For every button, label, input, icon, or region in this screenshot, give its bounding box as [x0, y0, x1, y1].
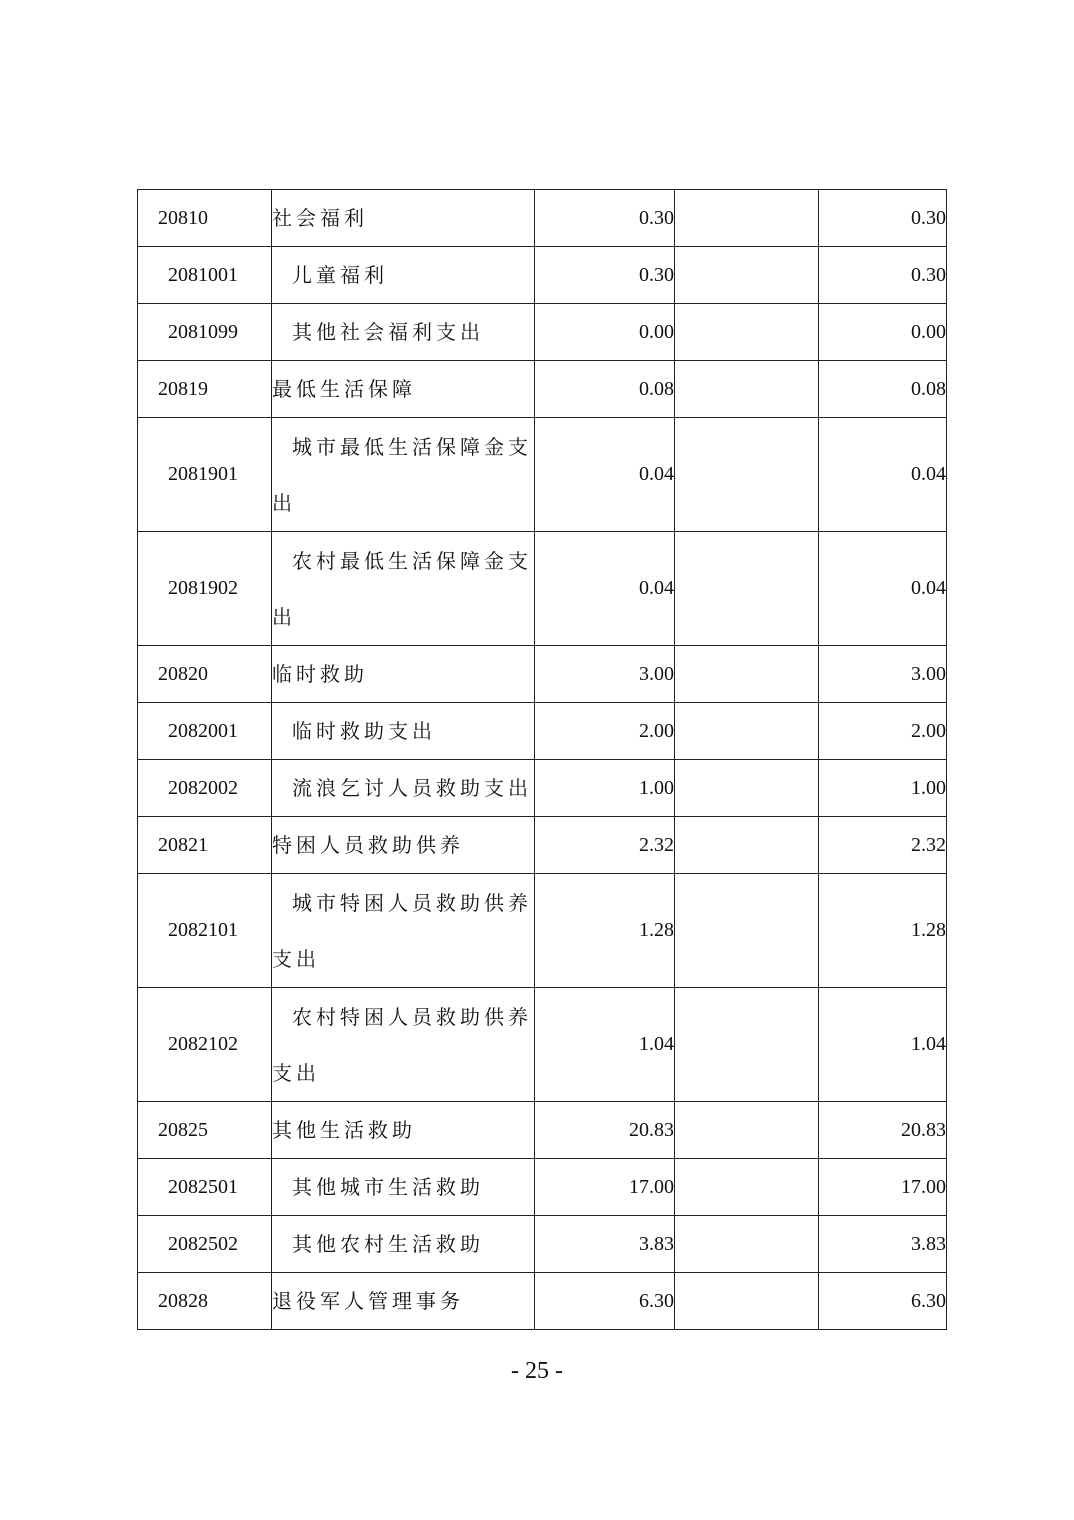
amount-cell-2	[675, 817, 819, 874]
amount-cell-3: 6.30	[819, 1273, 947, 1330]
table-row	[138, 817, 947, 874]
account-name-cell	[272, 1273, 535, 1330]
account-name-text: 临时救助支出	[292, 719, 436, 743]
account-name-text: 城市最低生活保障金支出	[272, 434, 532, 515]
account-name-text: 农村特困人员救助供养支出	[272, 1004, 532, 1085]
account-code-cell: 20820	[138, 646, 272, 703]
amount-cell-1: 3.00	[535, 646, 675, 703]
amount-cell-1: 0.30	[535, 190, 675, 247]
account-name-text: 农村最低生活保障金支出	[272, 548, 532, 629]
table-row	[138, 361, 947, 418]
account-name-text: 社会福利	[272, 206, 368, 230]
account-name-text: 特困人员救助供养	[272, 833, 464, 857]
amount-cell-1: 1.28	[535, 874, 675, 988]
amount-cell-3: 0.30	[819, 247, 947, 304]
amount-cell-2	[675, 304, 819, 361]
account-code-cell: 2082102	[138, 988, 272, 1102]
amount-cell-3: 1.00	[819, 760, 947, 817]
amount-cell-1: 0.30	[535, 247, 675, 304]
account-code-cell: 20828	[138, 1273, 272, 1330]
amount-cell-1: 3.83	[535, 1216, 675, 1273]
account-name-text: 临时救助	[272, 662, 368, 686]
amount-cell-1: 2.00	[535, 703, 675, 760]
amount-cell-3: 2.00	[819, 703, 947, 760]
amount-cell-3: 1.04	[819, 988, 947, 1102]
account-code-cell: 2081902	[138, 532, 272, 646]
account-name-cell	[272, 874, 535, 988]
amount-cell-2	[675, 703, 819, 760]
amount-cell-3: 0.04	[819, 418, 947, 532]
table-row	[138, 988, 947, 1102]
account-name-cell	[272, 703, 535, 760]
amount-cell-1: 1.04	[535, 988, 675, 1102]
account-name-cell	[272, 988, 535, 1102]
page-number: - 25 -	[511, 1358, 563, 1384]
account-code-cell: 2082101	[138, 874, 272, 988]
account-name-cell	[272, 532, 535, 646]
account-name-text: 流浪乞讨人员救助支出	[292, 776, 532, 800]
amount-cell-3: 3.83	[819, 1216, 947, 1273]
amount-cell-3: 0.00	[819, 304, 947, 361]
account-name-cell	[272, 760, 535, 817]
account-name-cell	[272, 361, 535, 418]
amount-cell-1: 6.30	[535, 1273, 675, 1330]
account-code-cell: 2082502	[138, 1216, 272, 1273]
account-code-cell: 2082001	[138, 703, 272, 760]
account-name-cell	[272, 1216, 535, 1273]
account-code-cell: 20819	[138, 361, 272, 418]
amount-cell-1: 0.04	[535, 532, 675, 646]
amount-cell-1: 2.32	[535, 817, 675, 874]
account-name-cell	[272, 817, 535, 874]
account-name-cell	[272, 304, 535, 361]
account-name-text: 其他城市生活救助	[292, 1175, 484, 1199]
account-name-cell	[272, 646, 535, 703]
account-code-cell: 20825	[138, 1102, 272, 1159]
amount-cell-1: 17.00	[535, 1159, 675, 1216]
amount-cell-3: 2.32	[819, 817, 947, 874]
amount-cell-2	[675, 760, 819, 817]
table-row	[138, 760, 947, 817]
account-code-cell: 2081099	[138, 304, 272, 361]
amount-cell-2	[675, 247, 819, 304]
account-name-text: 其他生活救助	[272, 1118, 416, 1142]
amount-cell-3: 17.00	[819, 1159, 947, 1216]
amount-cell-2	[675, 1102, 819, 1159]
table-row	[138, 646, 947, 703]
amount-cell-2	[675, 532, 819, 646]
table-row	[138, 418, 947, 532]
account-code-cell: 2081901	[138, 418, 272, 532]
account-name-cell	[272, 247, 535, 304]
budget-table-body	[138, 190, 947, 1330]
account-name-text: 其他农村生活救助	[292, 1232, 484, 1256]
budget-table	[137, 189, 947, 1330]
table-row	[138, 1273, 947, 1330]
account-code-cell: 2082501	[138, 1159, 272, 1216]
amount-cell-2	[675, 190, 819, 247]
amount-cell-3: 20.83	[819, 1102, 947, 1159]
account-code-cell: 2082002	[138, 760, 272, 817]
account-name-text: 其他社会福利支出	[292, 320, 484, 344]
amount-cell-1: 20.83	[535, 1102, 675, 1159]
account-code-cell: 2081001	[138, 247, 272, 304]
amount-cell-2	[675, 1159, 819, 1216]
amount-cell-2	[675, 874, 819, 988]
table-row	[138, 874, 947, 988]
amount-cell-2	[675, 988, 819, 1102]
amount-cell-3: 3.00	[819, 646, 947, 703]
table-row	[138, 1102, 947, 1159]
account-name-text: 退役军人管理事务	[272, 1289, 464, 1313]
account-name-text: 最低生活保障	[272, 377, 416, 401]
amount-cell-3: 0.04	[819, 532, 947, 646]
account-name-cell	[272, 1159, 535, 1216]
amount-cell-1: 0.00	[535, 304, 675, 361]
amount-cell-2	[675, 361, 819, 418]
table-row	[138, 304, 947, 361]
account-name-cell	[272, 418, 535, 532]
amount-cell-1: 1.00	[535, 760, 675, 817]
table-row	[138, 1159, 947, 1216]
amount-cell-2	[675, 646, 819, 703]
account-code-cell: 20821	[138, 817, 272, 874]
table-row	[138, 247, 947, 304]
amount-cell-1: 0.04	[535, 418, 675, 532]
account-code-cell: 20810	[138, 190, 272, 247]
amount-cell-2	[675, 1216, 819, 1273]
account-name-text: 儿童福利	[292, 263, 388, 287]
table-row	[138, 532, 947, 646]
account-name-cell	[272, 190, 535, 247]
table-row	[138, 703, 947, 760]
account-name-cell	[272, 1102, 535, 1159]
table-row	[138, 1216, 947, 1273]
amount-cell-3: 0.30	[819, 190, 947, 247]
account-name-text: 城市特困人员救助供养支出	[272, 890, 532, 971]
amount-cell-3: 1.28	[819, 874, 947, 988]
amount-cell-3: 0.08	[819, 361, 947, 418]
amount-cell-2	[675, 418, 819, 532]
table-row	[138, 190, 947, 247]
amount-cell-1: 0.08	[535, 361, 675, 418]
amount-cell-2	[675, 1273, 819, 1330]
